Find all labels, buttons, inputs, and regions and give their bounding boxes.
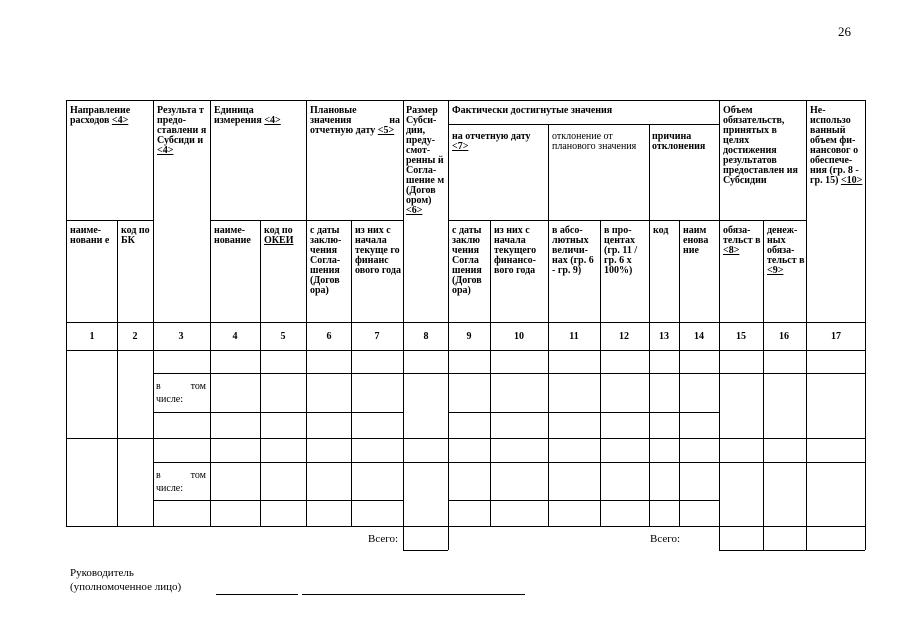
subheader-reason-name: наим енова ние bbox=[683, 225, 709, 256]
header-fact: Фактически достигнутые значения bbox=[452, 105, 613, 116]
page-number: 26 bbox=[838, 24, 851, 39]
header-plan: Плановые значения на отчетную дату <5> bbox=[310, 105, 400, 136]
header-unused: Не- использо ванный объем фи- нансовог о обеспече- ния (гр. 8 - гр. 15) <10> bbox=[810, 105, 863, 186]
subheader-dev-abs: в абсо- лютных величи- нах (гр. 6 - гр. 9) bbox=[552, 225, 594, 276]
subheader-dev-pct: в про- центах (гр. 11 / гр. 6 x 100%) bbox=[604, 225, 638, 276]
header-result: Результа т предо- ставлени я Субсиди и <4> bbox=[157, 105, 207, 156]
col-number-4: 4 bbox=[232, 331, 238, 342]
subheader-plan-agreement: с даты заклю- чения Согла- шения (Догов ора) bbox=[310, 225, 342, 296]
subheader-plan-year: из них с начала текуще го финанс ового года bbox=[355, 225, 401, 276]
header-reason: причина отклонения bbox=[652, 131, 706, 152]
including-label-2: в том числе: bbox=[156, 470, 206, 494]
subheader-code-bk: код по БК bbox=[121, 225, 150, 246]
col-number-7: 7 bbox=[374, 331, 380, 342]
header-deviation: отклонение от планового значения bbox=[552, 131, 637, 152]
col-number-2: 2 bbox=[132, 331, 138, 342]
including-label-1: в том числе: bbox=[156, 381, 206, 405]
col-number-13: 13 bbox=[659, 331, 669, 342]
total-label-right: Всего: bbox=[650, 533, 681, 545]
subheader-fact-agreement: с даты заклю чения Согла шения (Догов ора) bbox=[452, 225, 482, 296]
col-number-9: 9 bbox=[466, 331, 472, 342]
subheader-money: денеж- ных обяза- тельст в <9> bbox=[767, 225, 805, 276]
subheader-unit-name: наиме- нование bbox=[214, 225, 251, 246]
subheader-oblig: обяза- тельст в <8> bbox=[723, 225, 761, 256]
header-unit: Единица измерения <4> bbox=[214, 105, 281, 126]
footer-subtitle: (уполномоченное лицо) bbox=[70, 581, 182, 593]
col-number-1: 1 bbox=[89, 331, 95, 342]
header-direction: Направление расходов <4> bbox=[70, 105, 131, 126]
col-number-16: 16 bbox=[779, 331, 789, 342]
col-number-3: 3 bbox=[178, 331, 184, 342]
col-number-12: 12 bbox=[619, 331, 629, 342]
header-obligations: Объем обязательств, принятых в целях достижения результатов предоставлен ия Субсидии bbox=[723, 105, 798, 186]
col-number-5: 5 bbox=[280, 331, 286, 342]
col-number-15: 15 bbox=[736, 331, 746, 342]
col-number-8: 8 bbox=[423, 331, 429, 342]
subheader-name: наиме- новани е bbox=[70, 225, 110, 246]
col-number-17: 17 bbox=[831, 331, 841, 342]
subheader-okei: код по ОКЕИ bbox=[264, 225, 294, 246]
subheader-reason-code: код bbox=[653, 225, 669, 236]
footer-title: Руководитель bbox=[70, 567, 134, 579]
col-number-10: 10 bbox=[514, 331, 524, 342]
subheader-fact-year: из них с начала текущего финансо- вого года bbox=[494, 225, 537, 276]
col-number-14: 14 bbox=[694, 331, 704, 342]
header-subsidy: Размер Субси- дии, преду- смот- ренны й Согла- шение м (Догов ором) <6> bbox=[406, 105, 445, 216]
total-label-left: Всего: bbox=[368, 533, 399, 545]
col-number-6: 6 bbox=[326, 331, 332, 342]
header-fact-date: на отчетную дату <7> bbox=[452, 131, 531, 152]
col-number-11: 11 bbox=[569, 331, 579, 342]
